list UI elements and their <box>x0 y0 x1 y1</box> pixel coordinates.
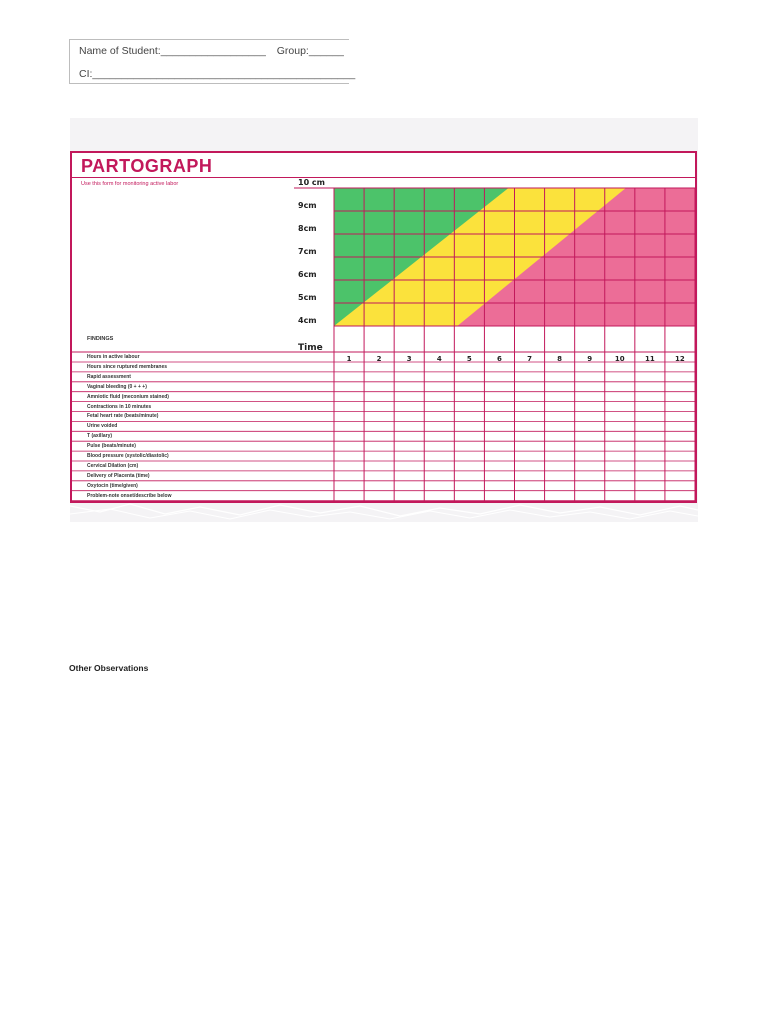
partograph-grid <box>72 153 695 501</box>
ci-line <box>79 68 355 80</box>
finding-row-label: Problem-note onset/describe below <box>87 492 172 499</box>
finding-row-label: Contractions in 10 minutes <box>87 403 152 410</box>
finding-row-label: Urine voided <box>87 423 118 430</box>
hour-label: 4 <box>436 355 442 363</box>
hour-label: 7 <box>527 355 532 363</box>
hour-label: 3 <box>406 355 412 363</box>
dilation-label: 9cm <box>298 201 317 210</box>
dilation-label: 4cm <box>298 316 317 325</box>
form-hint: Use this form for monitoring active labor <box>81 181 179 187</box>
torn-paper-edge <box>70 500 698 522</box>
dilation-label: 8cm <box>298 224 317 233</box>
hour-label: 2 <box>376 355 382 363</box>
partograph-form <box>70 151 697 503</box>
finding-row-label: Rapid assessment <box>87 373 131 380</box>
student-info-box <box>69 39 356 84</box>
finding-row-label: Hours since ruptured membranes <box>87 363 168 370</box>
findings-heading: FINDINGS <box>87 336 114 342</box>
finding-row-label: Fetal heart rate (beats/minute) <box>87 413 159 420</box>
student-name-line <box>79 45 344 57</box>
hour-label: 9 <box>587 355 593 363</box>
dilation-label: 6cm <box>298 270 317 279</box>
finding-row-label: Amniotic fluid (meconium stained) <box>87 393 169 400</box>
dilation-label: 10 cm <box>298 178 325 187</box>
finding-row-label: Blood pressure (systolic/diastolic) <box>87 453 169 459</box>
finding-row-label: Oxytocin (time/given) <box>87 482 138 489</box>
hour-label: 8 <box>557 355 563 363</box>
ci-label: CI:_____________________________________________ <box>79 68 356 80</box>
group-label: Group:______ <box>276 45 344 57</box>
finding-row-label: Hours in active labour <box>87 354 140 360</box>
finding-row-label: T (axillary) <box>87 433 113 440</box>
form-title: PARTOGRAPH <box>81 156 213 176</box>
finding-row-label: Pulse (beats/minute) <box>87 443 136 450</box>
hour-label: 5 <box>466 355 472 363</box>
other-observations-heading: Other Observations <box>69 663 149 673</box>
hour-label: 12 <box>675 355 685 363</box>
student-name-label: Name of Student:__________________ <box>79 45 266 57</box>
finding-row-label: Vaginal bleeding (0 + + +) <box>87 383 147 390</box>
hour-label: 10 <box>614 355 625 363</box>
time-label: Time <box>298 343 323 353</box>
finding-row-label: Delivery of Placenta (time) <box>87 472 150 479</box>
finding-row-label: Cervical Dilation (cm) <box>87 462 139 469</box>
hour-label: 1 <box>346 355 352 363</box>
dilation-label: 5cm <box>298 293 317 302</box>
hour-label: 6 <box>496 355 502 363</box>
hour-label: 11 <box>644 355 655 363</box>
dilation-label: 7cm <box>298 247 317 256</box>
